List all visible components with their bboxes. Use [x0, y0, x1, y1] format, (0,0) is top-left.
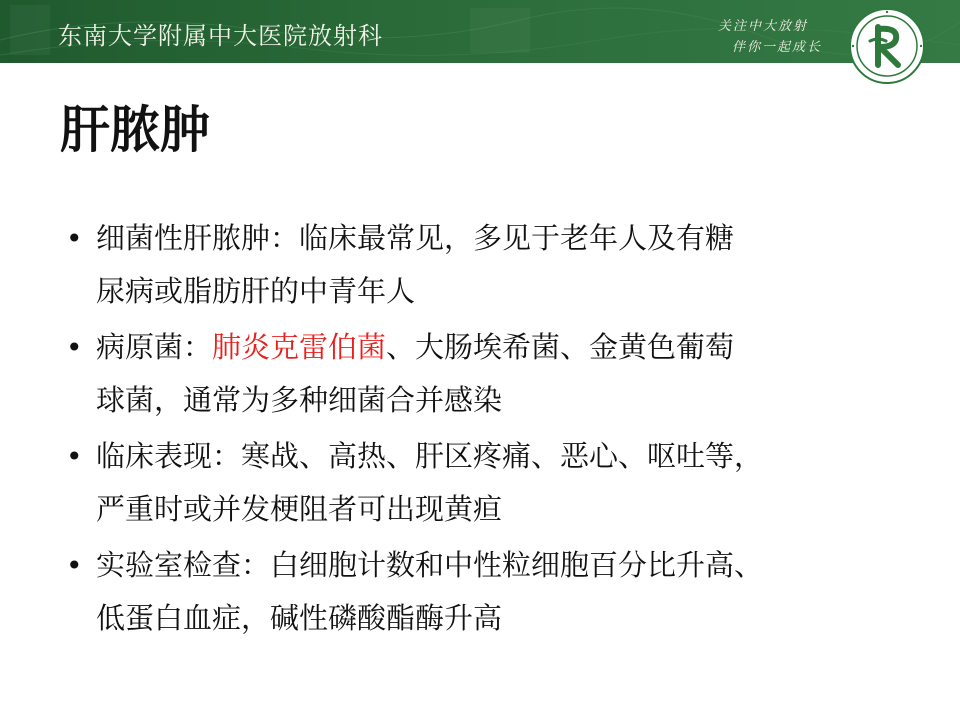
slogan-line-1: 关注中大放射: [718, 19, 809, 34]
bullet-item-clinical: [66, 430, 916, 536]
bullet-icon: •: [66, 549, 83, 582]
bullet-item-bacterial-abscess: [66, 212, 916, 318]
bullet-text-line1: 实验室检查：白细胞计数和中性粒细胞百分比升高、: [96, 548, 764, 582]
slide-title: 肝脓肿: [60, 101, 210, 159]
slogan-line-2: 伴你一起成长: [732, 40, 823, 55]
bullet-list: [66, 212, 916, 648]
pathogen-label: 病原菌：: [96, 330, 213, 364]
bullet-icon: •: [66, 222, 83, 255]
institution-name: 东南大学附属中大医院放射科: [58, 22, 383, 50]
bullet-icon: •: [66, 440, 83, 473]
bullet-text-line1: 细菌性肝脓肿：临床最常见，多见于老年人及有糖: [96, 221, 735, 255]
header-banner: [0, 0, 960, 63]
bullet-text-line2: 严重时或并发梗阻者可出现黄疸: [96, 492, 503, 526]
bullet-text-line1: 临床表现：寒战、高热、肝区疼痛、恶心、呕吐等，: [96, 439, 764, 473]
bullet-item-pathogens: [66, 321, 916, 427]
bullet-text-line1: [96, 321, 916, 374]
bullet-item-lab: [66, 539, 916, 645]
pathogen-others: 、大肠埃希菌、金黄色葡萄: [386, 330, 735, 364]
bullet-icon: •: [66, 331, 83, 364]
bullet-text-line2: 球菌，通常为多种细菌合并感染: [96, 383, 503, 417]
radiology-r-logo-icon: [848, 7, 926, 85]
pathogen-highlight: 肺炎克雷伯菌: [212, 330, 387, 364]
bullet-text-line2: 尿病或脂肪肝的中青年人: [96, 274, 416, 308]
bullet-text-line2: 低蛋白血症，碱性磷酸酯酶升高: [96, 601, 503, 635]
